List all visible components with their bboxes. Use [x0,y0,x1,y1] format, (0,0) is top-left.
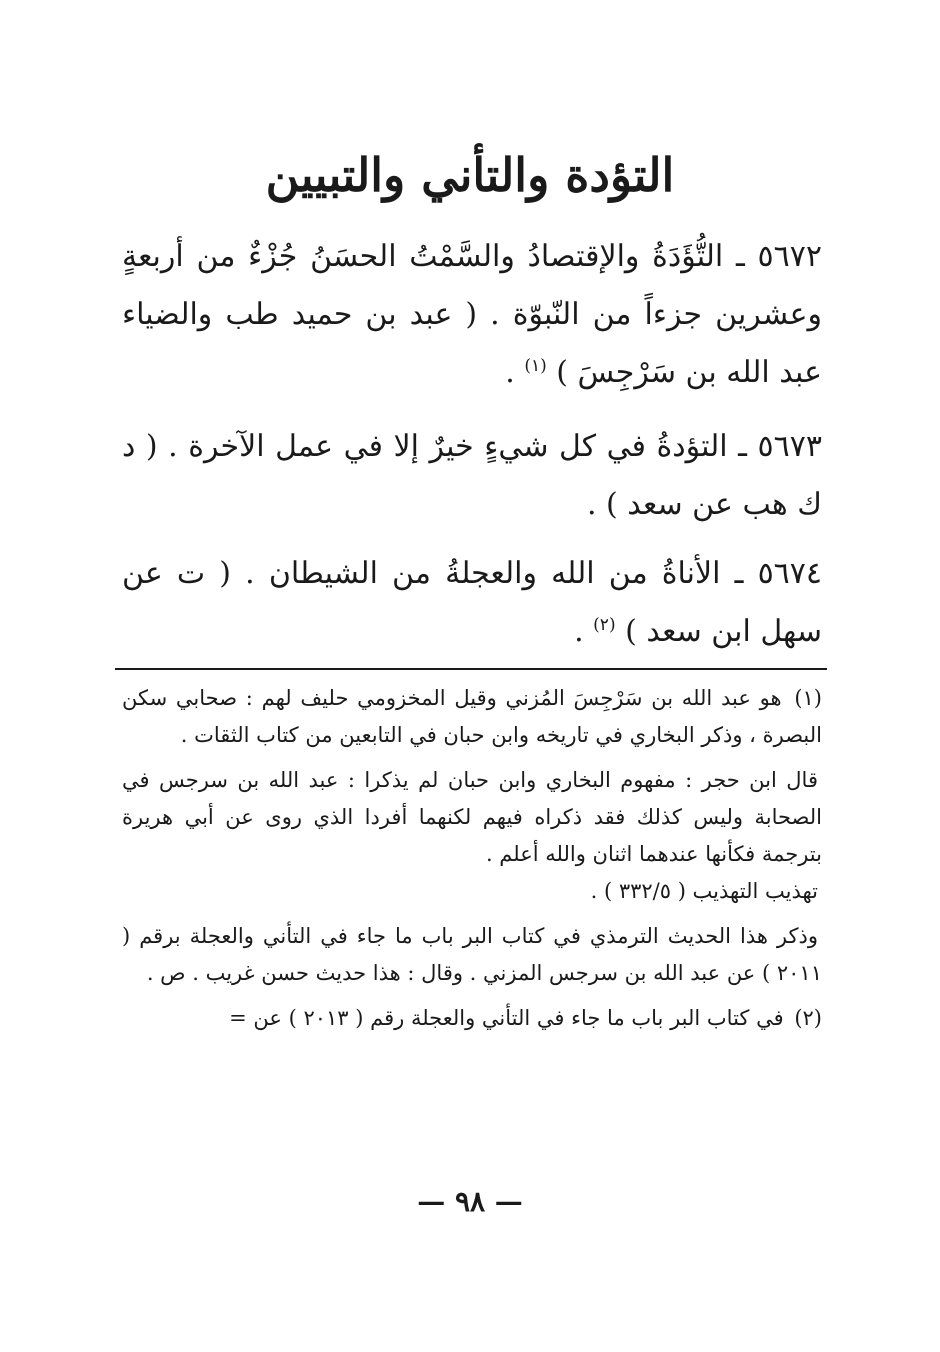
page-number: — ٩٨ — [417,1185,523,1218]
hadith-dash: ـ [723,239,745,274]
footnote-marker: (١) [794,686,822,710]
hadith-number: ٥٦٧٣ [757,429,822,464]
footnote-1-continued [122,762,822,910]
hadith-5674 [122,545,822,661]
footnote-ref: (١) [524,356,547,376]
hadith-5673 [122,418,822,534]
footnote-divider [115,668,827,670]
hadith-text: التؤدةُ في كل شيءٍ خيرٌ إلا في عمل الآخرة . ( د ك هب عن سعد ) . [122,429,822,522]
section-title: التؤدة والتأني والتبيين [265,148,675,202]
hadith-end: . [574,614,584,649]
hadith-text: التُّؤَدَةُ والإقتصادُ والسَّمْتُ الحسَنُ جُزْءٌ من أربعةٍ وعشرين جزءاً من النّبوّة . ( عبد بن حميد طب والضياء عبد الله بن سَرْجِسَ ) [122,239,822,390]
footnote-text: وذكر هذا الحديث الترمذي في كتاب البر باب ما جاء في التأني والعجلة برقم ( ٢٠١١ ) عن عبد الله بن سرجس المزني . وقال : هذا حديث حسن غريب . ص . [122,924,822,985]
hadith-end: . [505,355,515,390]
footnote-marker: (٢) [794,1006,822,1030]
footnote-2 [122,1000,822,1037]
footnote-text: قال ابن حجر : مفهوم البخاري وابن حبان لم يذكرا : عبد الله بن سرجس في الصحابة وليس كذلك فقد ذكراه فيهم لكنهما أفردا الذي روى عن أبي هريرة بترجمة فكأنها عندهما اثنان والله أعلم . [122,768,822,866]
footnote-text: في كتاب البر باب ما جاء في التأني والعجلة رقم ( ٢٠١٣ ) عن = [229,1006,784,1030]
hadith-text: الأناةُ من الله والعجلةُ من الشيطان . ( ت عن سهل ابن سعد ) [122,556,822,649]
footnote-1 [122,680,822,754]
footnote-ref: (٢) [593,615,616,635]
hadith-number: ٥٦٧٤ [757,556,823,591]
hadith-number: ٥٦٧٢ [757,239,822,274]
hadith-5672 [122,228,822,402]
footnote-text: هو عبد الله بن سَرْجِسَ المُزني وقيل المخزومي حليف لهم : صحابي سكن البصرة ، وذكر البخاري في تاريخه وابن حبان في التابعين من كتاب الثقات . [122,686,822,747]
hadith-dash: ـ [720,556,744,591]
footnotes [122,680,822,1045]
footnote-1-tirmidhi [122,918,822,992]
footnote-citation: تهذيب التهذيب ( ٣٣٢/٥ ) . [590,879,818,903]
hadith-dash: ـ [727,429,747,464]
